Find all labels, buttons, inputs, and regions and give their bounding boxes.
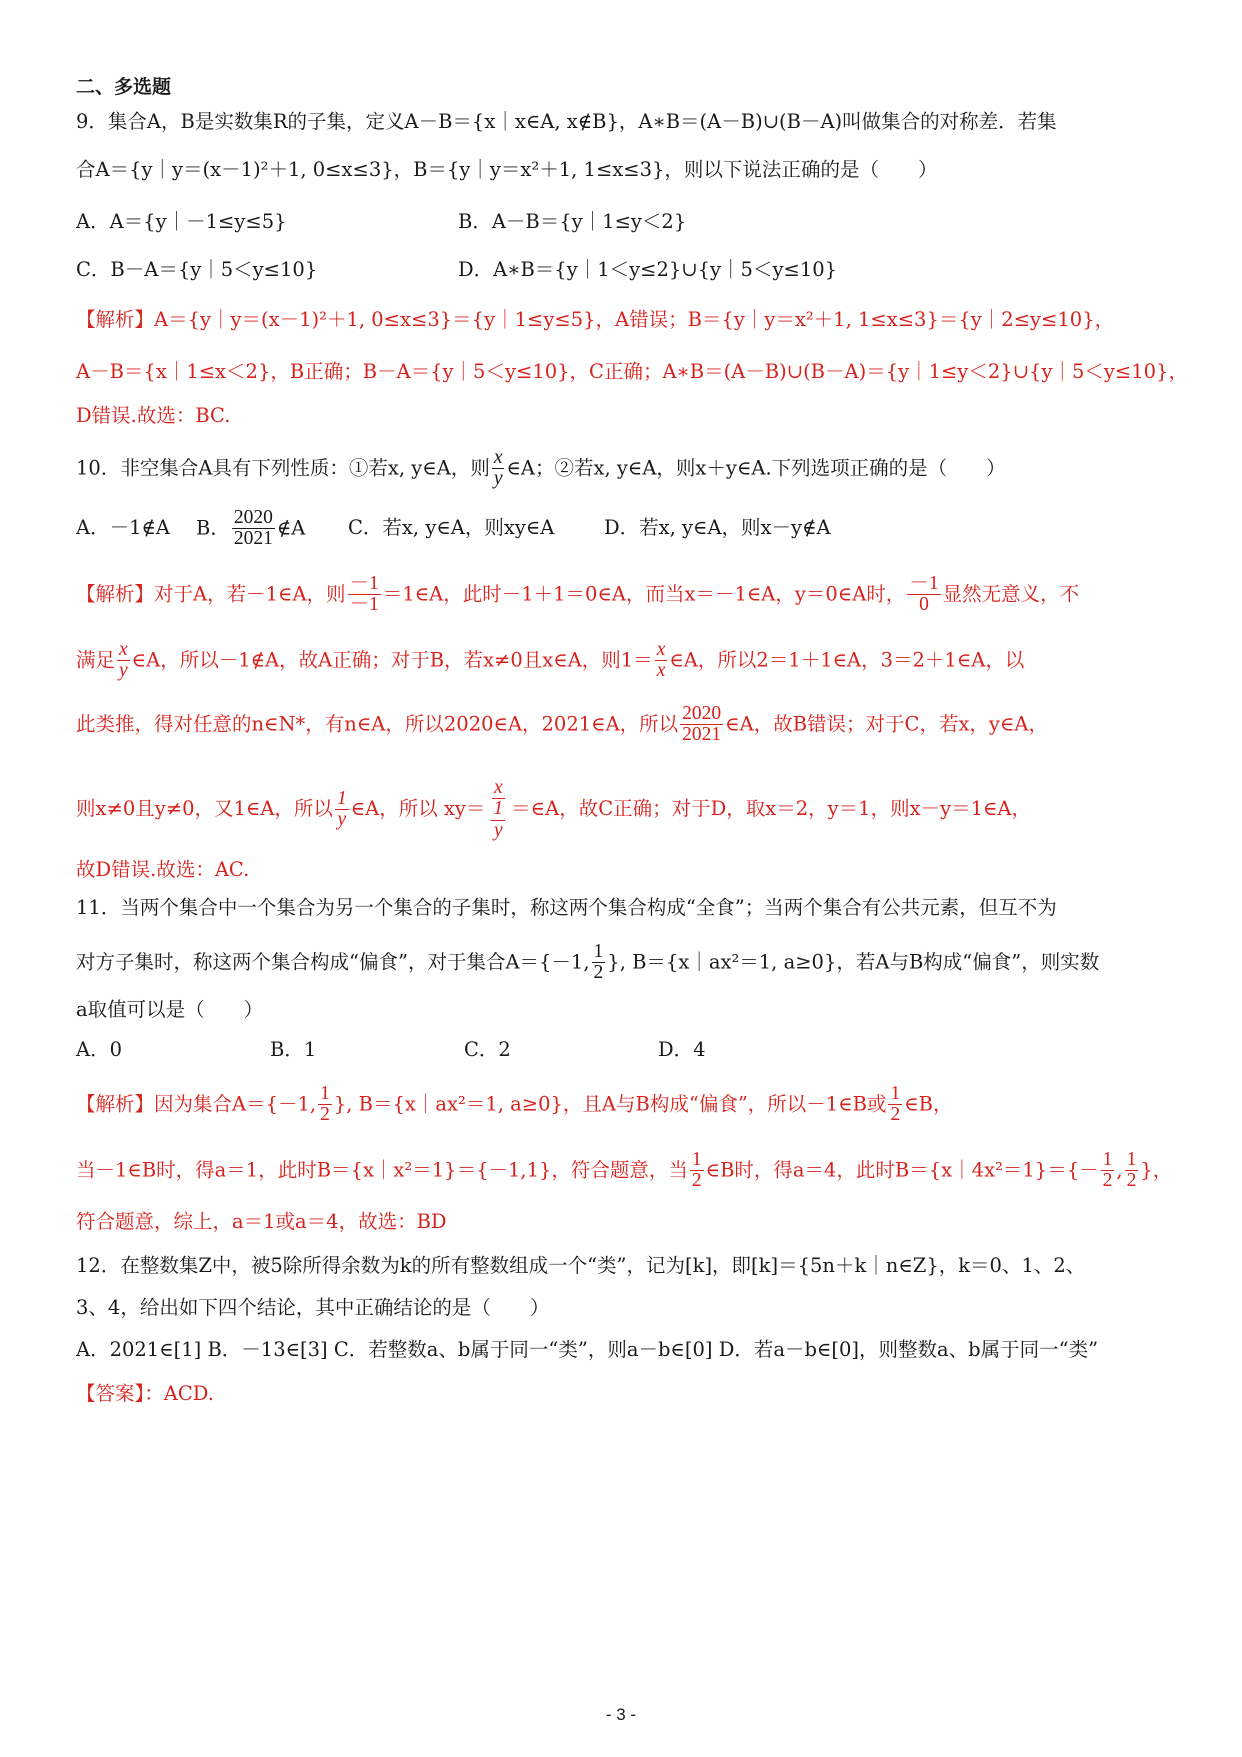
frac-denominator: 2: [1102, 1170, 1113, 1192]
frac-numerator: 2020: [233, 507, 273, 528]
frac-denominator: 2021: [682, 724, 722, 746]
q9-option-b: B．A－B＝{y｜1≤y＜2}: [458, 210, 687, 233]
nested-fraction: [491, 799, 505, 841]
frac-numerator: 2020: [682, 703, 722, 724]
frac-denominator: [487, 799, 509, 841]
q11-option-a: A．0: [76, 1038, 122, 1061]
q11-solution-text: }，: [1140, 1158, 1173, 1182]
frac-numerator: 1: [593, 941, 604, 962]
section-title: 二、多选题: [76, 76, 172, 98]
q12-options: A．2021∈[1] B．－13∈[3] C．若整数a、b属于同一“类”，则a－b∈[0] D．若a－b∈[0]，则整数a、b属于同一“类”: [76, 1338, 1099, 1361]
frac-numerator: 1: [336, 787, 347, 809]
q11-solution-fraction: [888, 1084, 902, 1126]
q10-option-b: [196, 508, 305, 550]
q11-solution-fraction: [1101, 1150, 1115, 1192]
q9-solution-line1: [76, 308, 1114, 331]
q10-solution-text: ∈A，所以2＝1＋1∈A，3＝2＋1∈A，以: [669, 648, 1025, 672]
q10-solution-fraction: [907, 574, 940, 616]
frac-numerator: x: [493, 777, 503, 798]
q11-solution-tag: 【解析】: [76, 1092, 155, 1116]
frac-denominator: 2: [890, 1104, 901, 1126]
frac-denominator: 2: [691, 1170, 702, 1192]
frac-denominator: 2: [593, 962, 604, 984]
q10-solution-text: ＝1∈A，此时－1＋1＝0∈A，而当x＝－1∈A，y＝0∈A时，: [382, 582, 906, 606]
q10-solution-fraction: [655, 640, 668, 682]
frac-denominator: y: [493, 468, 503, 490]
q10-option-b-label: B．: [196, 516, 230, 540]
q11-option-d: D．4: [658, 1038, 706, 1061]
q11-half-fraction: [592, 942, 606, 984]
frac-denominator: 2021: [233, 528, 273, 550]
q10-solution-fraction: [335, 789, 349, 831]
frac-denominator: y: [493, 819, 503, 841]
q10-solution-complex-fraction: [487, 778, 509, 841]
q10-option-c: C．若x, y∈A，则xy∈A: [348, 516, 555, 539]
frac-numerator: x: [493, 447, 503, 468]
q10-solution-text: ∈A，所以 xy＝: [350, 797, 486, 821]
q10-stem: [76, 448, 1006, 490]
q12-stem-line1: 12．在整数集Z中，被5除所得余数为k的所有整数组成一个“类”，记为[k]，即[k]＝{5n＋k｜n∈Z}，k＝0、1、2、: [76, 1254, 1086, 1277]
frac-numerator: －1: [909, 573, 939, 594]
q10-solution-line4: [76, 778, 1031, 841]
q10-solution-text: 显然无意义，不: [942, 582, 1080, 606]
page-number: - 3 -: [605, 1705, 637, 1724]
frac-denominator: y: [119, 660, 128, 682]
q9-option-d: D．A∗B＝{y｜1＜y≤2}∪{y｜5＜y≤10}: [458, 258, 838, 281]
q11-solution-fraction: [690, 1150, 704, 1192]
frac-denominator: －1: [349, 594, 379, 616]
q9-solution-text1: A＝{y｜y＝(x－1)²＋1, 0≤x≤3}＝{y｜1≤y≤5}，A错误；B＝{y｜y＝x²＋1, 1≤x≤3}＝{y｜2≤y≤10}，: [154, 308, 1115, 331]
q10-solution-line1: [76, 574, 1079, 616]
q11-solution-fraction: [1125, 1150, 1139, 1192]
q9-stem-line2: 合A＝{y｜y＝(x－1)²＋1, 0≤x≤3}，B＝{y｜y＝x²＋1, 1≤x≤3}，则以下说法正确的是（ ）: [76, 158, 938, 181]
q10-solution-text: 满足: [76, 648, 116, 672]
q9-solution-line3: D错误.故选：BC.: [76, 404, 231, 427]
document-page: [76, 0, 1188, 1757]
q11-solution-text: ,: [1116, 1158, 1123, 1182]
q10-solution-text: 则x≠0且y≠0，又1∈A，所以: [76, 797, 333, 821]
q10-solution-text: 对于A，若－1∈A，则: [154, 582, 346, 606]
q10-option-a: A．－1∉A: [76, 516, 171, 539]
q10-solution-fraction: [117, 640, 130, 682]
q10-solution-text: 此类推，得对任意的n∈N*，有n∈A，所以2020∈A，2021∈A，所以: [76, 712, 679, 736]
q10-option-b-fraction: [232, 508, 275, 550]
q10-solution-line3: [76, 704, 1048, 746]
q11-solution-text: 因为集合A＝{－1,: [154, 1092, 317, 1116]
q11-solution-text: }, B＝{x｜ax²＝1, a≥0}，且A与B构成“偏食”，所以－1∈B或: [333, 1092, 887, 1116]
q9-solution-tag: 【解析】: [76, 308, 155, 331]
q11-solution-text: 当－1∈B时，得a＝1，此时B＝{x｜x²＝1}＝{－1,1}，符合题意，当: [76, 1158, 688, 1182]
q9-option-a: A．A＝{y｜－1≤y≤5}: [76, 210, 287, 233]
q10-solution-text: ∈A，故B错误；对于C，若x，y∈A，: [725, 712, 1048, 736]
q12-stem-line2: 3、4，给出如下四个结论，其中正确结论的是（ ）: [76, 1296, 550, 1319]
q10-frac-x-over-y: [492, 448, 505, 490]
frac-numerator: 1: [890, 1083, 901, 1104]
q10-solution-text: ∈A，所以－1∉A，故A正确；对于B，若x≠0且x∈A，则1＝: [131, 648, 653, 672]
q11-solution-line2: [76, 1150, 1172, 1192]
frac-numerator: 1: [1126, 1149, 1137, 1170]
q11-stem-line3: a取值可以是（ ）: [76, 998, 264, 1021]
frac-numerator: x: [119, 639, 128, 660]
q10-solution-line2: [76, 640, 1024, 682]
q10-stem-part1: 10．非空集合A具有下列性质：①若x, y∈A，则: [76, 456, 490, 480]
q10-option-b-suffix: ∉A: [276, 516, 306, 540]
frac-numerator: 1: [493, 798, 504, 820]
q11-solution-text: ∈B，: [904, 1092, 953, 1116]
q11-stem-text: 对方子集时，称这两个集合构成“偏食”，对于集合A＝{－1,: [76, 950, 590, 974]
q9-stem-line1: 9．集合A，B是实数集R的子集，定义A－B＝{x｜x∈A, x∉B}，A∗B＝(A－B)∪(B－A)叫做集合的对称差．若集: [76, 110, 1057, 133]
frac-denominator: y: [337, 809, 347, 831]
frac-numerator: 1: [691, 1149, 702, 1170]
q9-option-c: C．B－A＝{y｜5＜y≤10}: [76, 258, 318, 281]
q10-solution-line5: 故D错误.故选：AC.: [76, 858, 250, 881]
q11-solution-line1: [76, 1084, 952, 1126]
q11-stem-line2: [76, 942, 1099, 984]
q10-option-d: D．若x, y∈A，则x－y∉A: [604, 516, 831, 539]
frac-numerator: x: [656, 639, 666, 660]
q10-solution-fraction: [680, 704, 723, 746]
q11-option-c: C．2: [464, 1038, 511, 1061]
q11-solution-fraction: [318, 1084, 332, 1126]
q10-solution-tag: 【解析】: [76, 582, 155, 606]
frac-denominator: x: [656, 660, 666, 682]
q10-stem-part2: ∈A；②若x, y∈A，则x＋y∈A.下列选项正确的是（ ）: [506, 456, 1006, 480]
q11-option-b: B．1: [270, 1038, 317, 1061]
frac-numerator: 1: [320, 1083, 330, 1104]
frac-denominator: 0: [919, 594, 929, 616]
frac-denominator: 2: [1126, 1170, 1137, 1192]
q12-answer: 【答案】：ACD.: [76, 1382, 214, 1405]
frac-denominator: 2: [320, 1104, 330, 1126]
frac-numerator: －1: [349, 573, 379, 594]
q11-solution-line3: 符合题意，综上，a＝1或a＝4，故选：BD: [76, 1210, 447, 1233]
q11-solution-text: ∈B时，得a＝4，此时B＝{x｜4x²＝1}＝{－: [705, 1158, 1099, 1182]
q10-solution-fraction: [348, 574, 381, 616]
frac-numerator: 1: [1102, 1149, 1113, 1170]
q9-solution-line2: A－B＝{x｜1≤x＜2}，B正确；B－A＝{y｜5＜y≤10}，C正确；A∗B＝(A－B)∪(B－A)＝{y｜1≤y＜2}∪{y｜5＜y≤10}，: [76, 360, 1188, 383]
q11-stem-text: }, B＝{x｜ax²＝1, a≥0}，若A与B构成“偏食”，则实数: [607, 950, 1100, 974]
q11-stem-line1: 11．当两个集合中一个集合为另一个集合的子集时，称这两个集合构成“全食”；当两个集合有公共元素，但互不为: [76, 896, 1057, 919]
q10-solution-text: ＝∈A，故C正确；对于D，取x＝2，y＝1，则x－y＝1∈A，: [511, 797, 1032, 821]
